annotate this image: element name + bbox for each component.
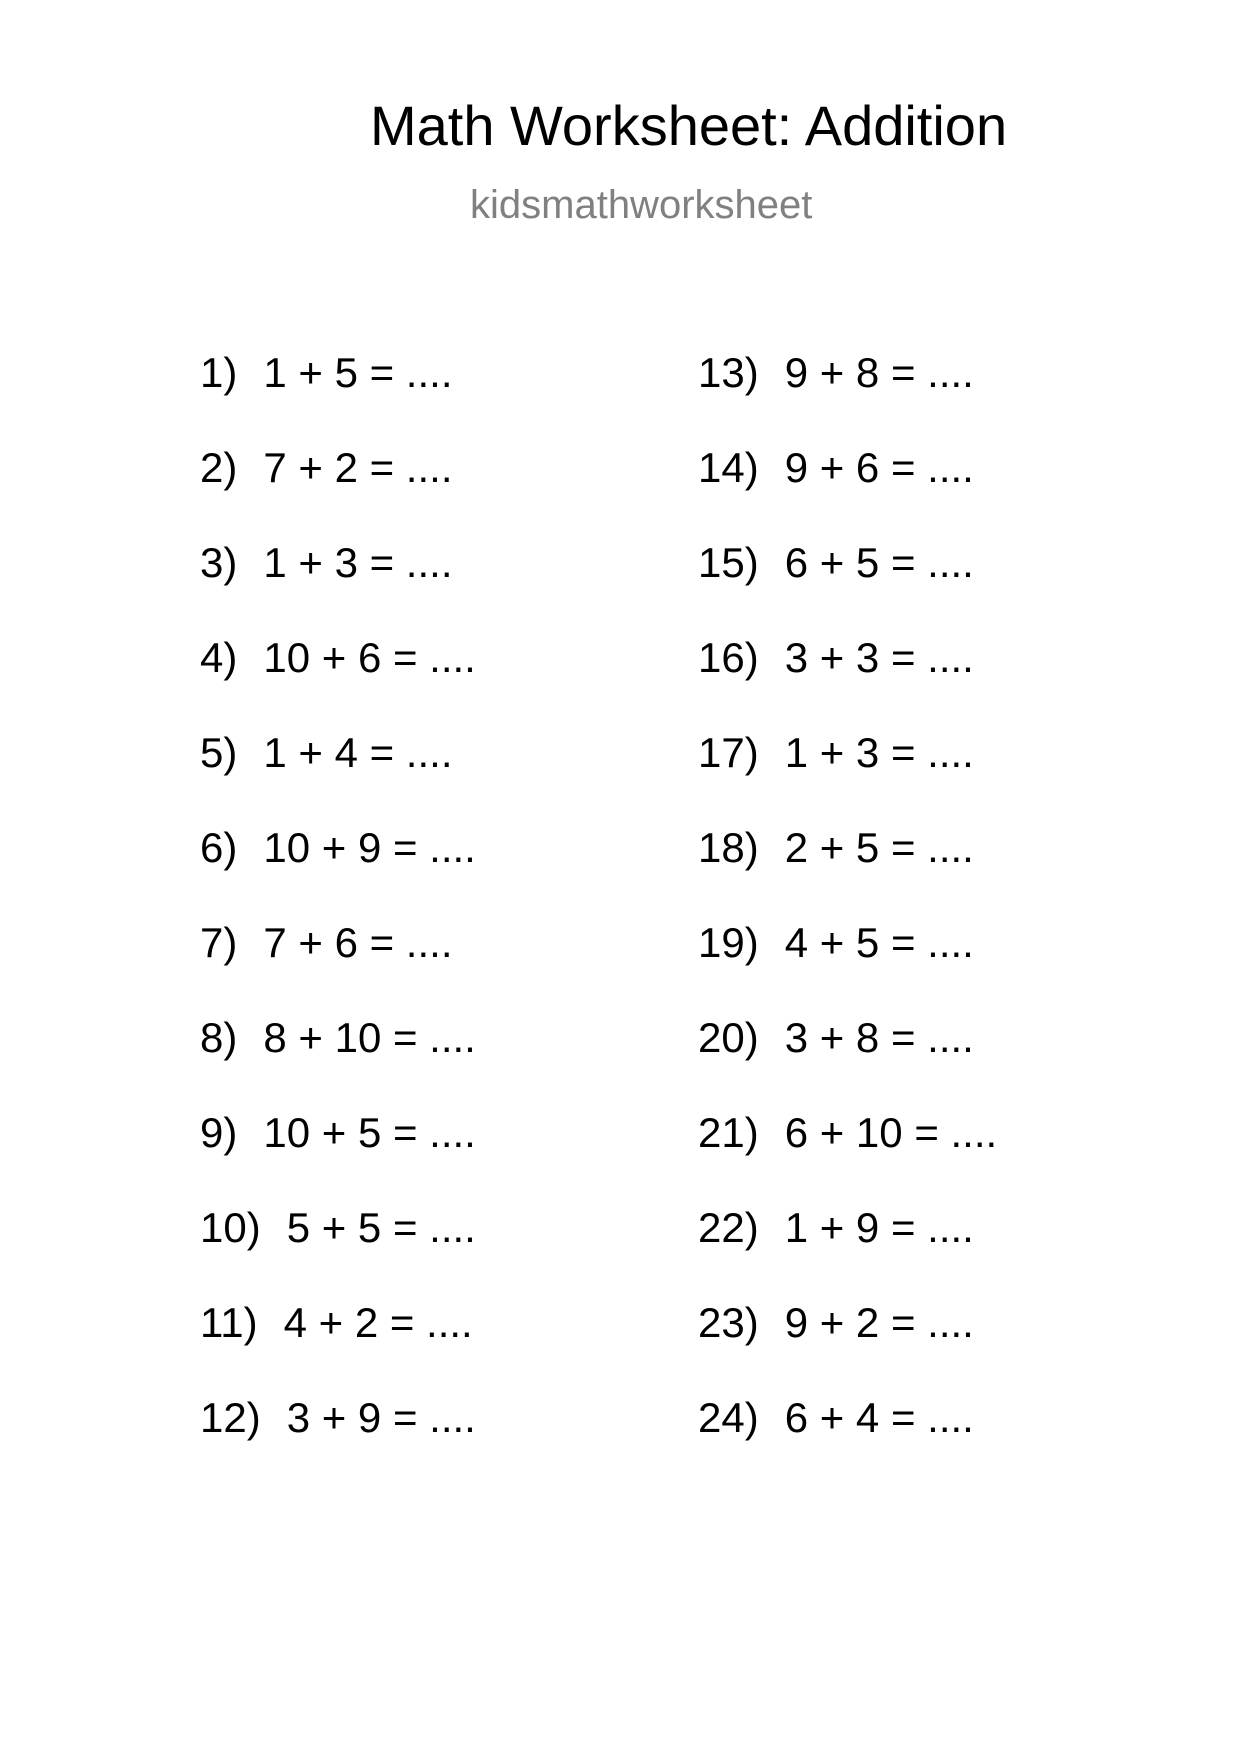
problem-item [200,444,476,542]
problem-item [200,919,476,1017]
problem-item [200,729,476,827]
problem-item [200,1109,476,1207]
problem-number: 12) [200,1394,261,1441]
problem-number: 20) [698,1014,759,1061]
problem-item [200,539,476,637]
problem-number: 18) [698,824,759,871]
problem-expression: 3 + 3 = .... [784,634,974,681]
problem-number: 19) [698,919,759,966]
problem-expression: 1 + 3 = .... [784,729,974,776]
problem-expression: 1 + 9 = .... [784,1204,974,1251]
problem-item [200,1014,476,1112]
problem-number: 5) [200,729,238,776]
problem-expression: 6 + 10 = .... [784,1109,998,1156]
problem-expression: 6 + 5 = .... [784,539,974,586]
problem-item [200,1299,476,1397]
problem-expression: 10 + 5 = .... [263,1109,476,1156]
problem-item [698,1014,997,1112]
problem-number: 8) [200,1014,238,1061]
problem-expression: 9 + 2 = .... [784,1299,974,1346]
problem-expression: 3 + 9 = .... [286,1394,476,1441]
problem-number: 24) [698,1394,759,1441]
problem-number: 1) [200,349,238,396]
problem-expression: 1 + 4 = .... [263,729,453,776]
problem-column-right [698,349,998,1492]
problem-expression: 2 + 5 = .... [784,824,974,871]
worksheet-title: Math Worksheet: Addition [370,94,1008,157]
problem-number: 23) [698,1299,759,1346]
problem-item [200,824,476,922]
problem-item [698,1109,998,1207]
problem-expression: 7 + 2 = .... [263,444,453,491]
problem-expression: 3 + 8 = .... [784,1014,974,1061]
problem-number: 13) [698,349,759,396]
problem-expression: 8 + 10 = .... [263,1014,476,1061]
problem-item [698,444,997,542]
problem-item [698,1299,997,1397]
problem-number: 14) [698,444,759,491]
problem-expression: 4 + 2 = .... [283,1299,473,1346]
problem-item [698,539,997,637]
problem-number: 4) [200,634,238,681]
problem-number: 16) [698,634,759,681]
problem-item [698,1394,997,1492]
problem-expression: 4 + 5 = .... [784,919,974,966]
problem-item [698,349,997,447]
problem-number: 6) [200,824,238,871]
problem-item [698,729,997,827]
problem-item [698,919,997,1017]
problem-number: 22) [698,1204,759,1251]
problem-expression: 1 + 5 = .... [263,349,453,396]
problem-item [698,824,997,922]
problem-expression: 9 + 8 = .... [784,349,974,396]
problem-item [200,634,476,732]
problem-number: 3) [200,539,238,586]
problem-expression: 9 + 6 = .... [784,444,974,491]
problem-expression: 6 + 4 = .... [784,1394,974,1441]
problem-number: 11) [200,1299,258,1346]
problem-expression: 10 + 6 = .... [263,634,476,681]
problem-expression: 1 + 3 = .... [263,539,453,586]
problem-expression: 5 + 5 = .... [286,1204,476,1251]
problem-expression: 7 + 6 = .... [263,919,453,966]
problem-column-left [200,349,476,1492]
problem-number: 2) [200,444,238,491]
problem-item [200,1204,476,1302]
problem-item [698,1204,997,1302]
problem-expression: 10 + 9 = .... [263,824,476,871]
problem-number: 7) [200,919,238,966]
worksheet-subtitle: kidsmathworksheet [470,183,813,227]
problem-item [698,634,997,732]
problem-item [200,349,476,447]
problem-number: 17) [698,729,759,776]
problem-number: 21) [698,1109,759,1156]
problem-number: 10) [200,1204,261,1251]
problem-number: 15) [698,539,759,586]
problem-number: 9) [200,1109,238,1156]
problem-item [200,1394,476,1492]
